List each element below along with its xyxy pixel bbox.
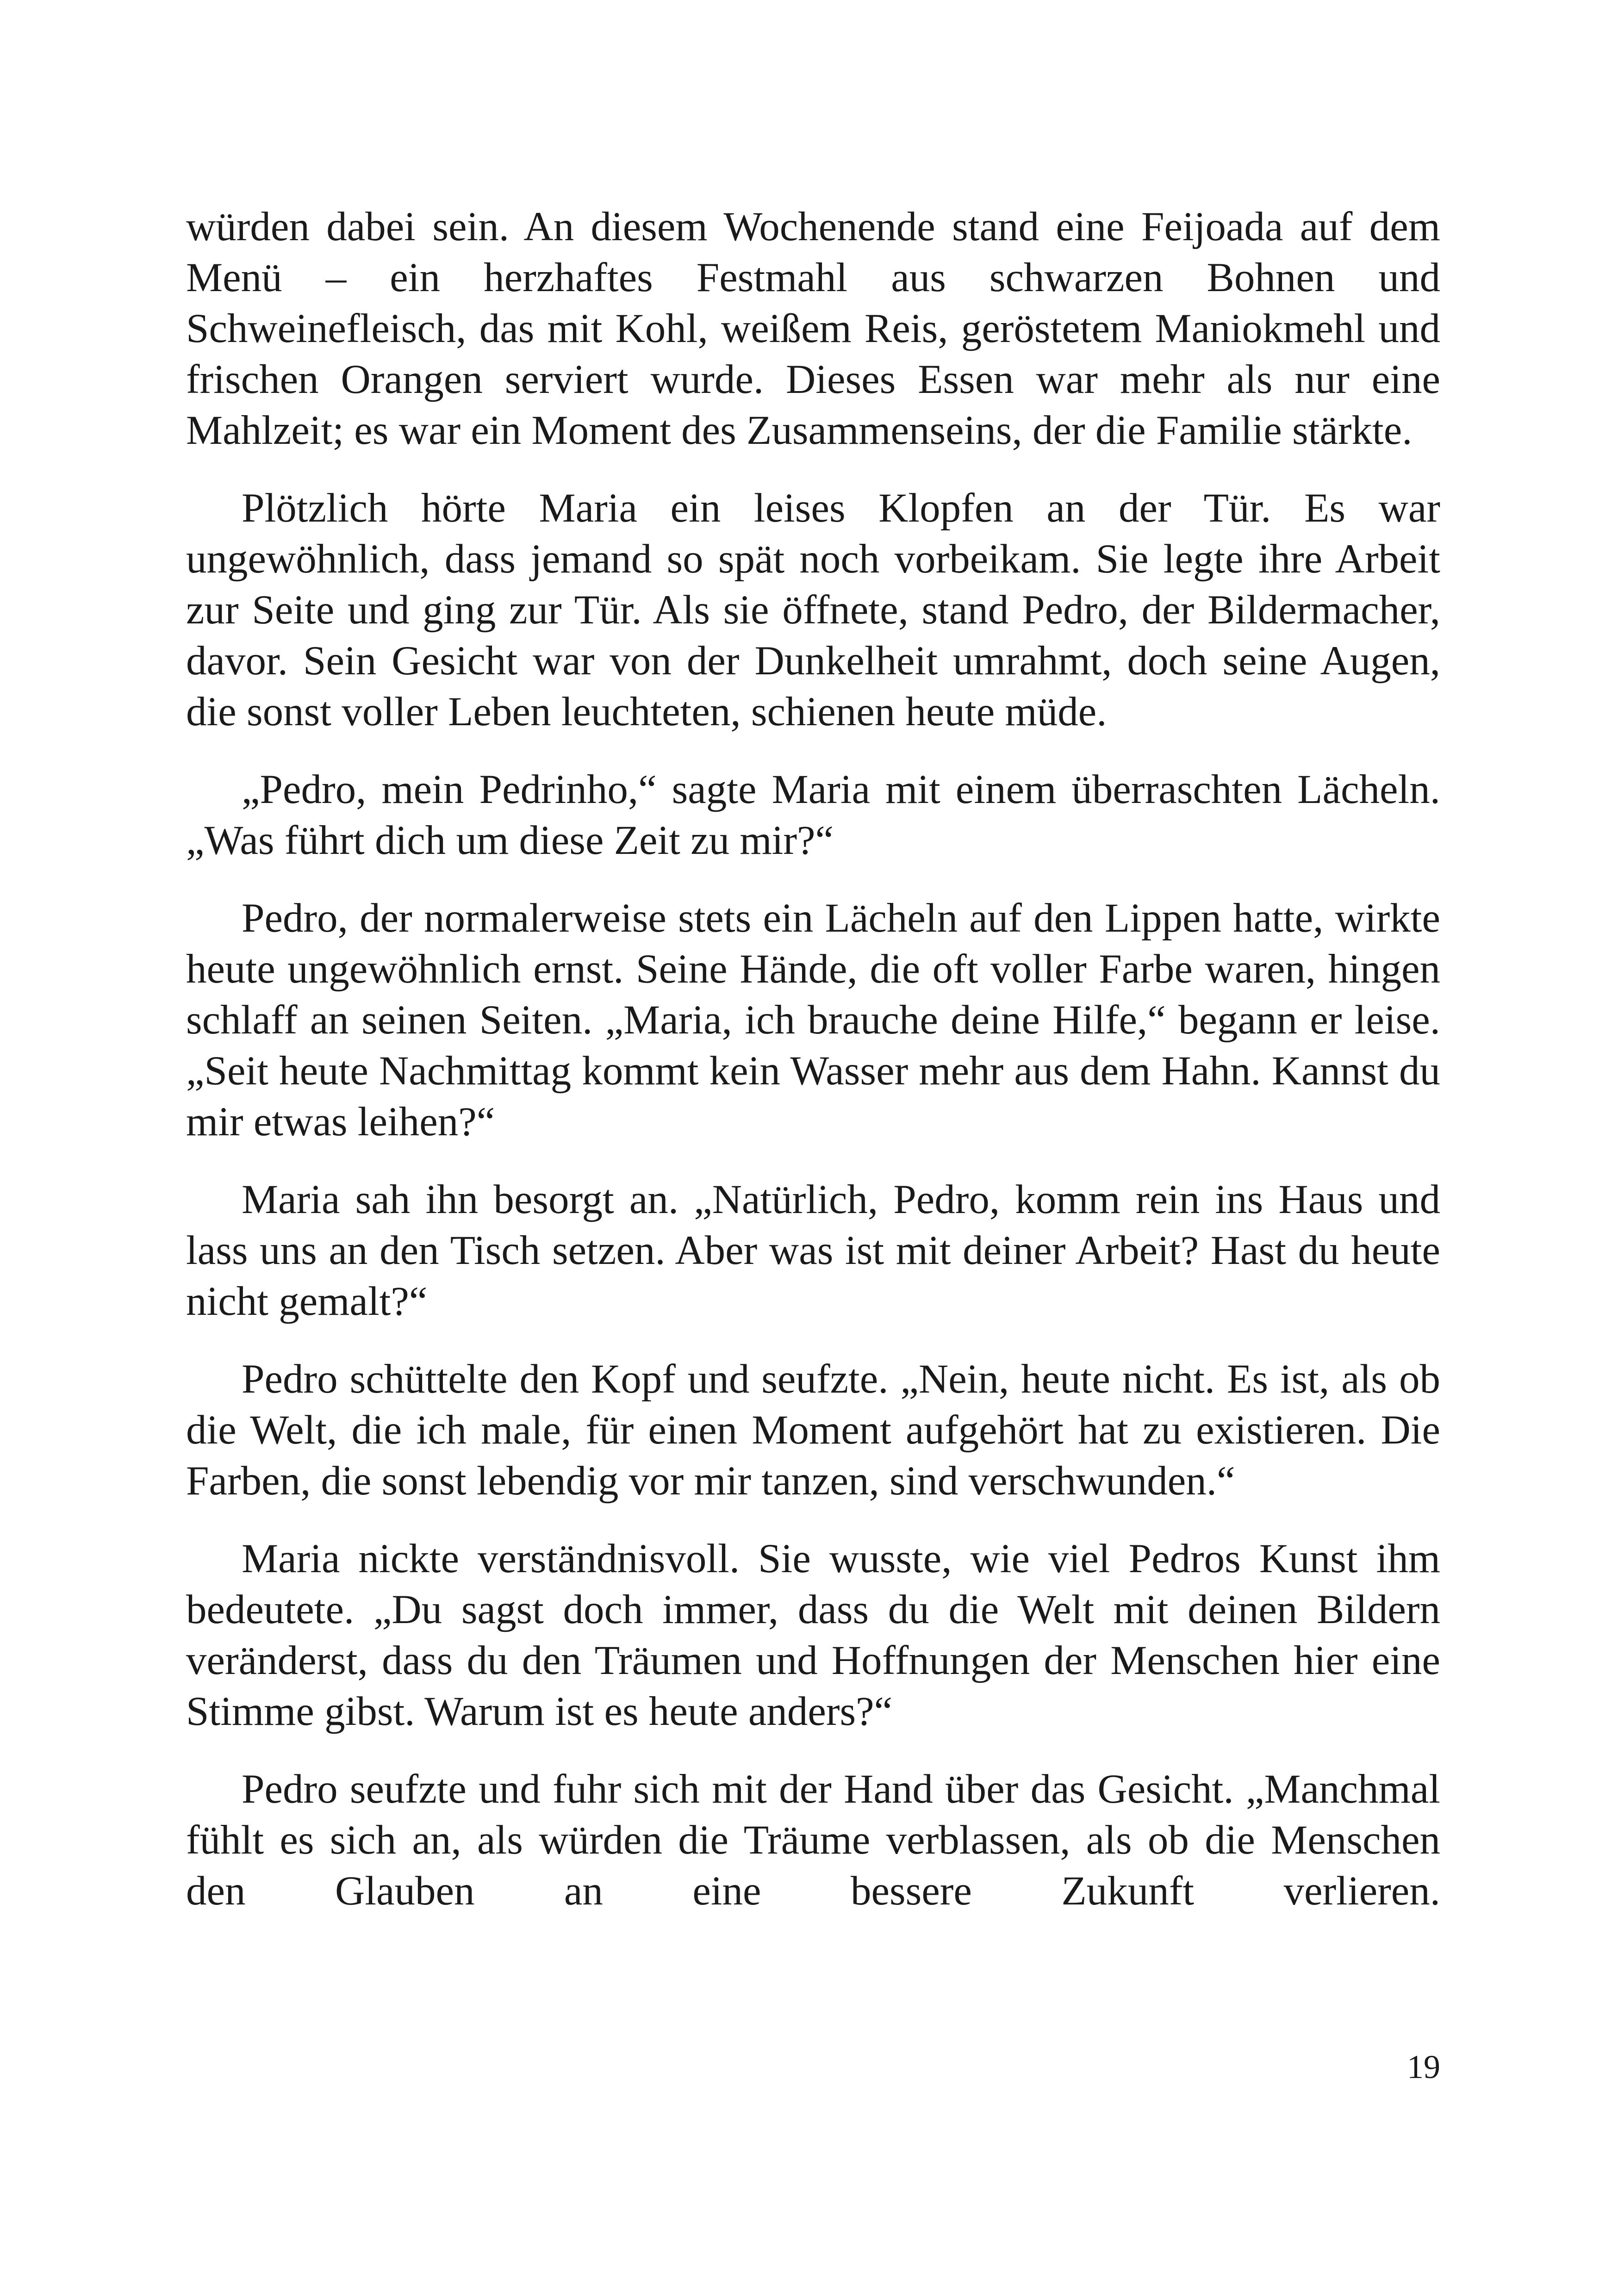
paragraph-2: Plötzlich hörte Maria ein leises Klopfen an der Tür. Es war ungewöhnlich, dass jemand so spät noch vorbeikam. Sie legte ihre Arbeit zur Seite und ging zur Tür. Als sie öffnete, stand Pedro, der Bildermacher, davor. Sein Gesicht war von der Dunkelheit umrahmt, doch seine Augen, die sonst voller Leben leuchteten, schienen heute müde. bbox=[186, 485, 1440, 734]
paragraph-1: würden dabei sein. An diesem Wochenende stand eine Feijoada auf dem Menü – ein herzhaftes Festmahl aus schwarzen Bohnen und Schweinefleisch, das mit Kohl, weißem Reis, geröstetem Maniokmehl und frischen Orangen serviert wurde. Dieses Essen war mehr als nur eine Mahlzeit; es war ein Moment des Zusammenseins, der die Familie stärkte. bbox=[186, 204, 1440, 453]
page-number: 19 bbox=[1407, 2048, 1440, 2085]
paragraph-6: Pedro schüttelte den Kopf und seufzte. „Nein, heute nicht. Es ist, als ob die Welt, die ich male, für einen Moment aufgehört hat zu existieren. Die Farben, die sonst lebendig vor mir tanzen, sind verschwunden.“ bbox=[186, 1356, 1440, 1504]
paragraph-8: Pedro seufzte und fuhr sich mit der Hand über das Gesicht. „Manchmal fühlt es sich an, als würden die Träume verblassen, als ob die Menschen den Glauben an eine bessere Zukunft verlieren. bbox=[186, 1767, 1440, 1914]
body-text bbox=[186, 201, 1440, 1943]
paragraph-7: Maria nickte verständnisvoll. Sie wusste, wie viel Pedros Kunst ihm bedeutete. „Du sagst doch immer, dass du die Welt mit deinen Bildern veränderst, dass du den Träumen und Hoffnungen der Menschen hier eine Stimme gibst. Warum ist es heute anders?“ bbox=[186, 1536, 1440, 1734]
paragraph-5: Maria sah ihn besorgt an. „Natürlich, Pedro, komm rein ins Haus und lass uns an den Tisch setzen. Aber was ist mit deiner Arbeit? Hast du heute nicht gemalt?“ bbox=[186, 1177, 1440, 1324]
paragraph-3: „Pedro, mein Pedrinho,“ sagte Maria mit einem überraschten Lächeln. „Was führt dich um diese Zeit zu mir?“ bbox=[186, 767, 1440, 863]
paragraph-4: Pedro, der normalerweise stets ein Lächeln auf den Lippen hatte, wirkte heute ungewöhnlich ernst. Seine Hände, die oft voller Farbe waren, hingen schlaff an seinen Seiten. „Maria, ich brauche deine Hilfe,“ begann er leise. „Seit heute Nachmittag kommt kein Wasser mehr aus dem Hahn. Kannst du mir etwas leihen?“ bbox=[186, 896, 1440, 1145]
